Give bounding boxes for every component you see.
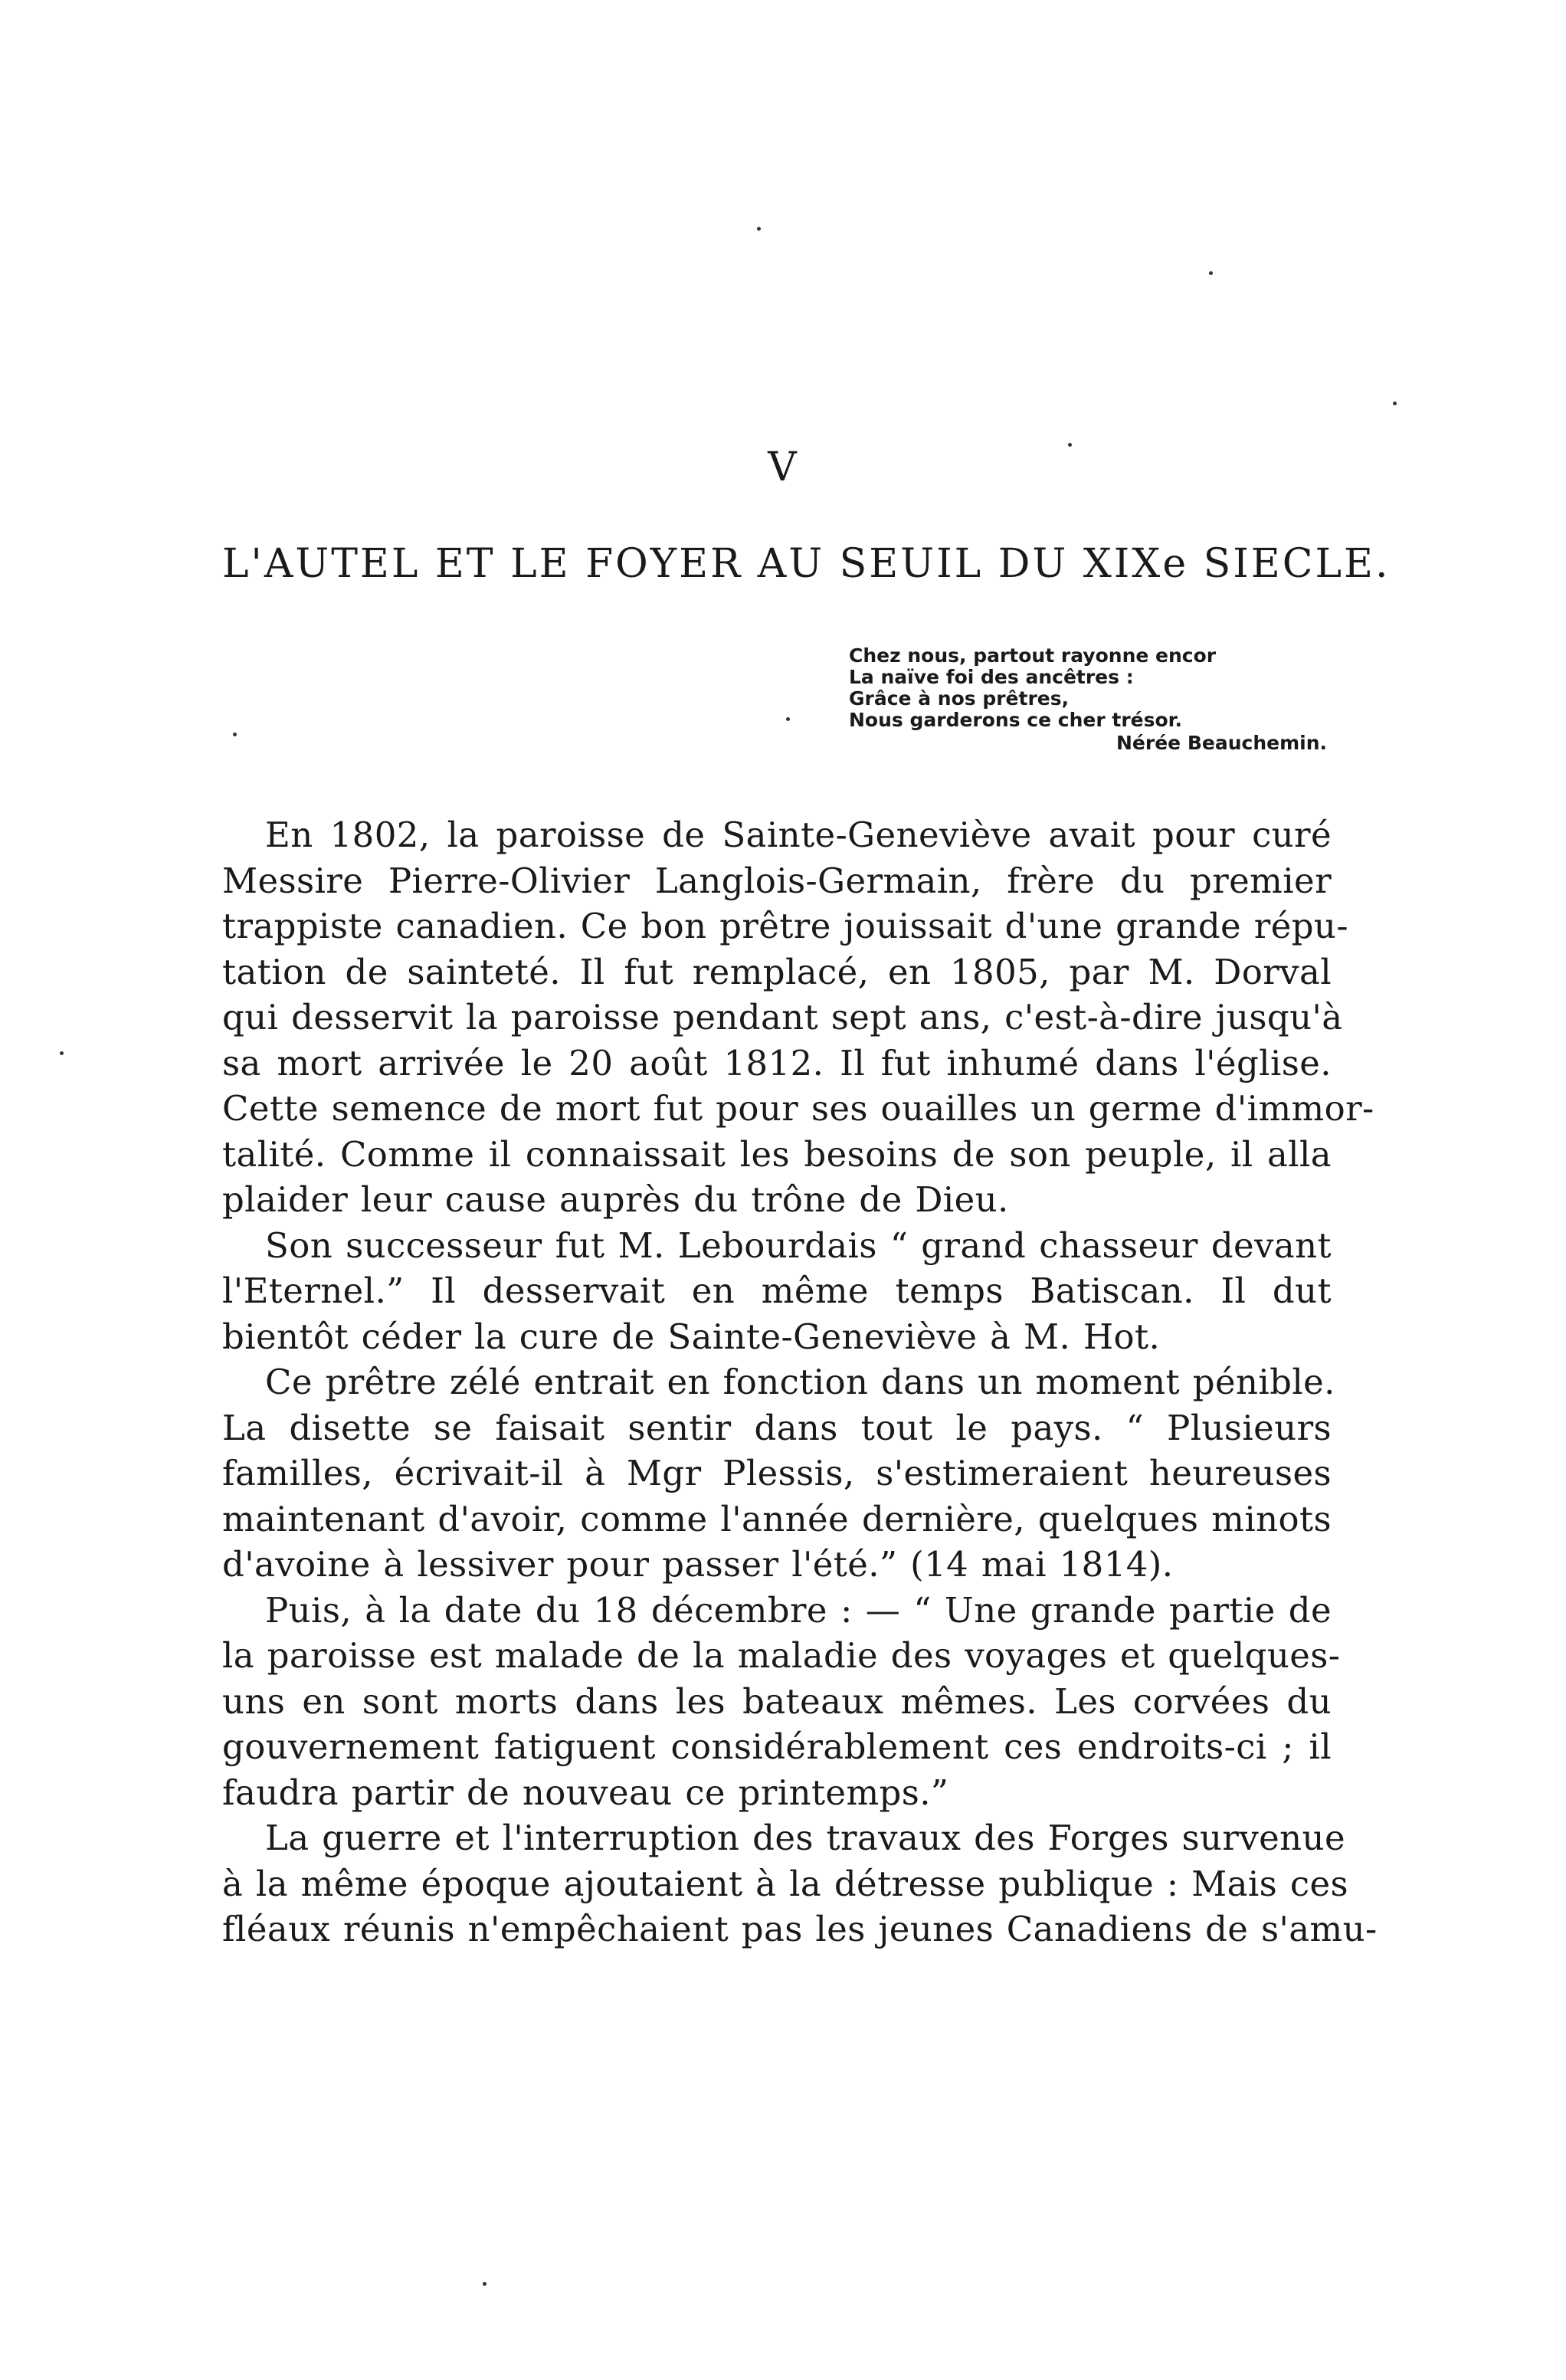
body-line: Son successeur fut M. Lebourdais “ grand chasseur devant <box>265 1224 1332 1266</box>
epigraph-line: Nous garderons ce cher trésor. <box>849 709 1182 731</box>
print-speck <box>60 1051 64 1055</box>
body-line: En 1802, la paroisse de Sainte-Geneviève avait pour curé <box>265 815 1332 855</box>
body-line: Ce prêtre zélé entrait en fonction dans un moment pénible. <box>265 1362 1335 1402</box>
body-line: uns en sont morts dans les bateaux mêmes. Les corvées du <box>222 1680 1332 1722</box>
body-line: Puis, à la date du 18 décembre : — “ Une grande partie de <box>265 1589 1332 1631</box>
body-line: l'Eternel.” Il desservait en même temps Batiscan. Il dut <box>222 1270 1332 1311</box>
epigraph <box>849 645 1339 754</box>
print-speck <box>233 733 237 736</box>
chapter-title: L'AUTEL ET LE FOYER AU SEUIL DU XIXe SIECLE. <box>222 541 1391 587</box>
body-line: à la même époque ajoutaient à la détresse publique : Mais ces <box>222 1863 1349 1904</box>
body-line: trappiste canadien. Ce bon prêtre jouissait d'une grande répu- <box>222 906 1348 946</box>
body-line: d'avoine à lessiver pour passer l'été.” (14 mai 1814). <box>222 1544 1174 1585</box>
print-speck <box>483 2282 487 2286</box>
epigraph-author: Nérée Beauchemin. <box>1116 732 1327 754</box>
print-speck <box>786 717 790 721</box>
body-line: qui desservit la paroisse pendant sept ans, c'est-à-dire jusqu'à <box>222 997 1343 1038</box>
epigraph-line: La naïve foi des ancêtres : <box>849 666 1134 688</box>
print-speck <box>757 227 761 231</box>
body-line: bientôt céder la cure de Sainte-Geneviève à M. Hot. <box>222 1316 1161 1357</box>
body-line: La guerre et l'interruption des travaux des Forges survenue <box>265 1818 1345 1858</box>
body-line: la paroisse est malade de la maladie des voyages et quelques- <box>222 1635 1341 1676</box>
body-line: maintenant d'avoir, comme l'année dernière, quelques minots <box>222 1498 1332 1539</box>
body-line: sa mort arrivée le 20 août 1812. Il fut inhumé dans l'église. <box>222 1042 1332 1083</box>
body-line: Messire Pierre-Olivier Langlois-Germain, frère du premier <box>222 860 1332 901</box>
body-line: gouvernement fatiguent considérablement ces endroits-ci ; il <box>222 1726 1332 1767</box>
body-line: talité. Comme il connaissait les besoins de son peuple, il alla <box>222 1133 1332 1175</box>
body-line: tation de sainteté. Il fut remplacé, en 1805, par M. Dorval <box>222 951 1332 992</box>
chapter-number: V <box>768 444 798 490</box>
print-speck <box>1209 271 1213 275</box>
epigraph-line: Grâce à nos prêtres, <box>849 687 1070 710</box>
body-line: familles, écrivait-il à Mgr Plessis, s'estimeraient heureuses <box>222 1453 1332 1493</box>
body-line: fléaux réunis n'empêchaient pas les jeunes Canadiens de s'amu- <box>222 1909 1378 1949</box>
body-line: plaider leur cause auprès du trône de Dieu. <box>222 1179 1009 1220</box>
body-line: La disette se faisait sentir dans tout le pays. “ Plusieurs <box>222 1407 1332 1448</box>
body-line: Cette semence de mort fut pour ses ouailles un germe d'immor- <box>222 1088 1374 1129</box>
print-speck <box>1393 402 1397 405</box>
epigraph-line: Chez nous, partout rayonne encor <box>849 644 1217 667</box>
body-line: faudra partir de nouveau ce printemps.” <box>222 1772 949 1813</box>
body-text <box>222 812 1378 1952</box>
